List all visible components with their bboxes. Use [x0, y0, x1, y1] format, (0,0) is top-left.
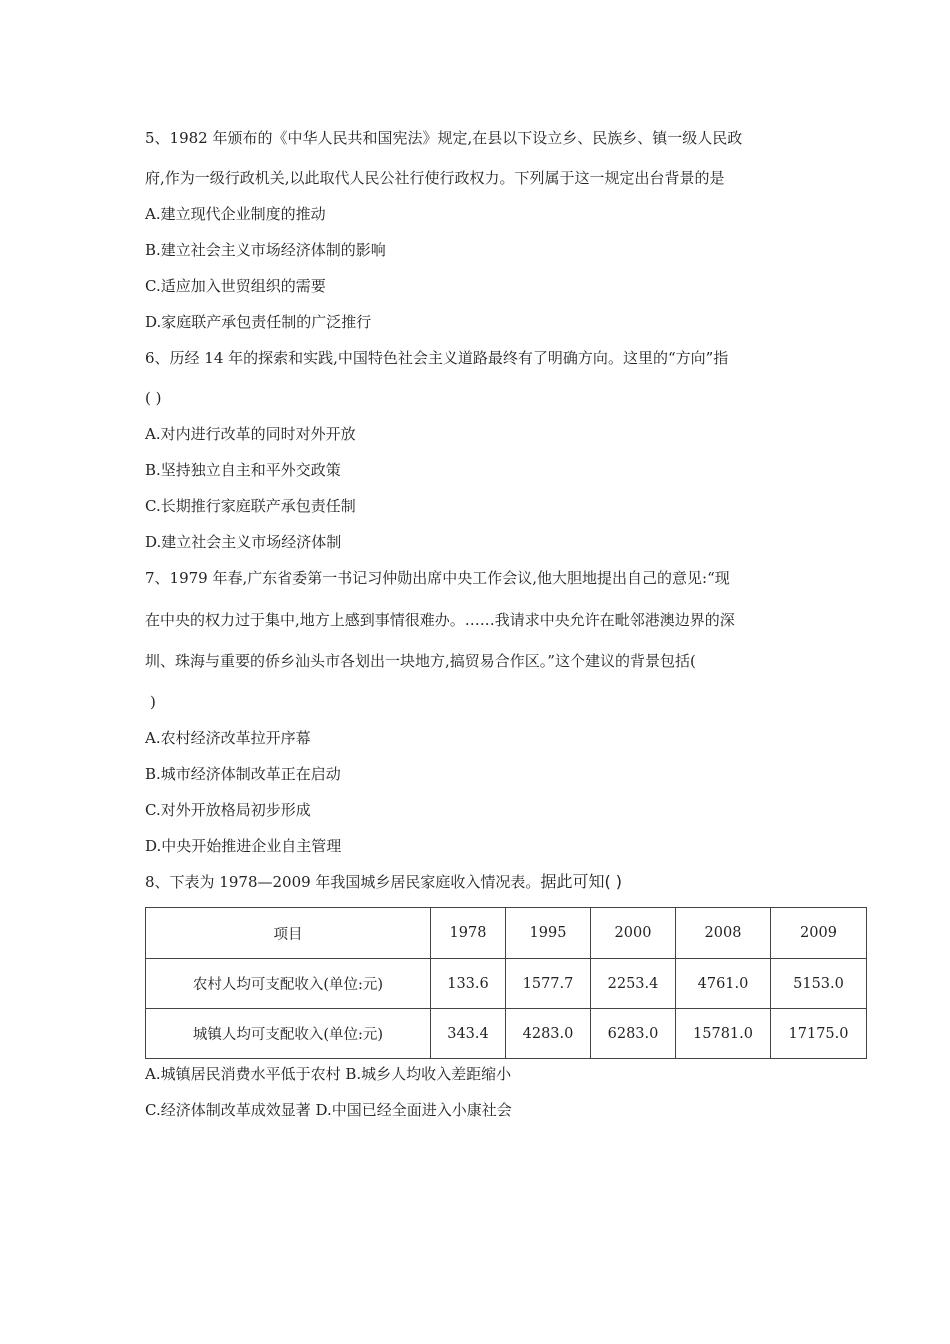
q6-option-b: B.坚持独立自主和平外交政策 [145, 461, 341, 479]
table-cell: 4283.0 [506, 1009, 591, 1059]
table-cell: 5153.0 [771, 959, 867, 1009]
q7-stem-line-1: 7、1979 年春,广东省委第一书记习仲勋出席中央工作会议,他大胆地提出自己的意见:“现 [145, 569, 730, 587]
q8-options-line-2: C.经济体制改革成效显著 D.中国已经全面进入小康社会 [145, 1101, 512, 1119]
q5-stem-line-1: 5、1982 年颁布的《中华人民共和国宪法》规定,在县以下设立乡、民族乡、镇一级人民政 [145, 129, 743, 147]
q5-option-c: C.适应加入世贸组织的需要 [145, 277, 326, 295]
q7-option-b: B.城市经济体制改革正在启动 [145, 765, 341, 783]
table-cell: 2253.4 [591, 959, 676, 1009]
q5-stem-line-2: 府,作为一级行政机关,以此取代人民公社行使行政权力。下列属于这一规定出台背景的是 [145, 169, 725, 187]
table-header-cell: 项目 [146, 908, 431, 959]
table-cell: 1577.7 [506, 959, 591, 1009]
q6-stem-line-2: ( ) [145, 389, 162, 407]
q5-option-b: B.建立社会主义市场经济体制的影响 [145, 241, 386, 259]
table-cell: 6283.0 [591, 1009, 676, 1059]
table-row-label: 城镇人均可支配收入(单位:元) [146, 1009, 431, 1059]
table-cell: 133.6 [431, 959, 506, 1009]
table-cell: 4761.0 [676, 959, 771, 1009]
table-header-cell: 2008 [676, 908, 771, 959]
q8-stem-main: 8、下表为 1978—2009 年我国城乡居民家庭收入情况表。 [145, 873, 541, 891]
income-table [145, 907, 867, 1059]
q7-stem-line-4: ) [150, 693, 156, 711]
q8-options-line-1: A.城镇居民消费水平低于农村 B.城乡人均收入差距缩小 [145, 1065, 512, 1083]
q7-option-d: D.中央开始推进企业自主管理 [145, 837, 342, 855]
table-header-cell: 2000 [591, 908, 676, 959]
table-cell: 343.4 [431, 1009, 506, 1059]
q5-option-d: D.家庭联产承包责任制的广泛推行 [145, 313, 372, 331]
table-cell: 15781.0 [676, 1009, 771, 1059]
table-row [146, 1009, 867, 1059]
q5-option-a: A.建立现代企业制度的推动 [145, 205, 326, 223]
table-header-cell: 1978 [431, 908, 506, 959]
table-row [146, 959, 867, 1009]
q7-stem-line-3: 圳、珠海与重要的侨乡汕头市各划出一块地方,搞贸易合作区。”这个建议的背景包括( [145, 652, 696, 670]
q7-option-a: A.农村经济改革拉开序幕 [145, 729, 311, 747]
q8-stem-tail: 据此可知( ) [540, 872, 623, 891]
q6-option-a: A.对内进行改革的同时对外开放 [145, 425, 356, 443]
q8-stem [145, 872, 622, 892]
table-header-cell: 1995 [506, 908, 591, 959]
q7-stem-line-2: 在中央的权力过于集中,地方上感到事情很难办。……我请求中央允许在毗邻港澳边界的深 [145, 611, 735, 629]
q6-stem-line-1: 6、历经 14 年的探索和实践,中国特色社会主义道路最终有了明确方向。这里的“方向”指 [145, 349, 729, 367]
table-header-cell: 2009 [771, 908, 867, 959]
q7-option-c: C.对外开放格局初步形成 [145, 801, 311, 819]
table-row-label: 农村人均可支配收入(单位:元) [146, 959, 431, 1009]
q6-option-c: C.长期推行家庭联产承包责任制 [145, 497, 356, 515]
table-header-row [146, 908, 867, 959]
q6-option-d: D.建立社会主义市场经济体制 [145, 533, 342, 551]
table-cell: 17175.0 [771, 1009, 867, 1059]
